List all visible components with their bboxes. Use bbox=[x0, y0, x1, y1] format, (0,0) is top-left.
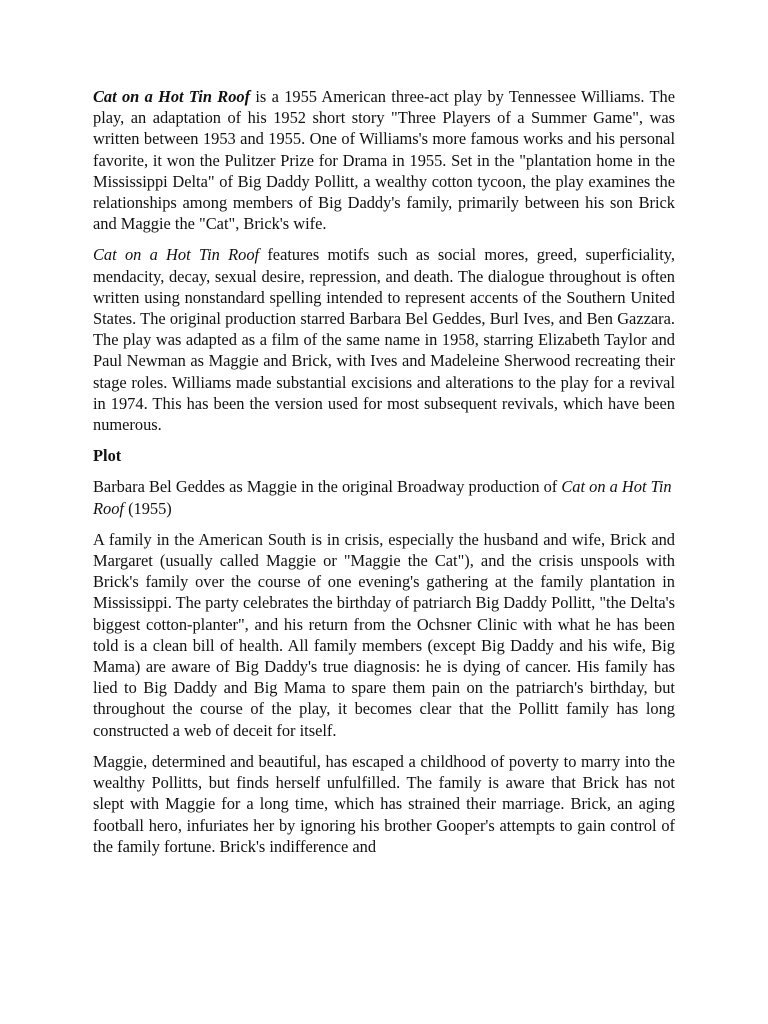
intro-paragraph-1 bbox=[93, 86, 675, 234]
caption-title-italic: Cat on a Hot Tin Roof bbox=[93, 477, 672, 518]
intro-paragraph-1-text: is a 1955 American three-act play by Tennessee Williams. The play, an adaptation of his 1952 short story "Three Players of a Summer Game", was written between 1953 and 1955. One of Williams's more famous works and his personal favorite, it won the Pulitzer Prize for Drama in 1955. Set in the "plantation home in the Mississippi Delta" of Big Daddy Pollitt, a wealthy cotton tycoon, the play examines the relationships among members of Big Daddy's family, primarily between his son Brick and Maggie the "Cat", Brick's wife. bbox=[93, 87, 675, 234]
intro-paragraph-2-text: features motifs such as social mores, greed, superficiality, mendacity, decay, sexual desire, repression, and death. The dialogue throughout is often written using nonstandard spelling intended to represent accents of the Southern United States. The original production starred Barbara Bel Geddes, Burl Ives, and Ben Gazzara. The play was adapted as a film of the same name in 1958, starring Elizabeth Taylor and Paul Newman as Maggie and Brick, with Ives and Madeleine Sherwood recreating their stage roles. Williams made substantial excisions and alterations to the play for a revival in 1974. This has been the version used for most subsequent revivals, which have been numerous. bbox=[93, 245, 675, 435]
play-title-bold-italic: Cat on a Hot Tin Roof bbox=[93, 87, 251, 106]
plot-paragraph-1: A family in the American South is in crisis, especially the husband and wife, Brick and Margaret (usually called Maggie or "Maggie the Cat"), and the crisis unspools with Brick's family over the course of one evening's gathering at the family plantation in Mississippi. The party celebrates the birthday of patriarch Big Daddy Pollitt, "the Delta's biggest cotton-planter", and his return from the Ochsner Clinic with what he has been told is a clean bill of health. All family members (except Big Daddy and his wife, Big Mama) are aware of Big Daddy's true diagnosis: he is dying of cancer. His family has lied to Big Daddy and Big Mama to spare them pain on the patriarch's birthday, but throughout the course of the play, it becomes clear that the Pollitt family has long constructed a web of deceit for itself. bbox=[93, 529, 675, 740]
intro-paragraph-2 bbox=[93, 244, 675, 435]
section-heading-plot: Plot bbox=[93, 446, 122, 466]
play-title-italic: Cat on a Hot Tin Roof bbox=[93, 245, 260, 265]
image-caption bbox=[93, 476, 675, 518]
plot-paragraph-2: Maggie, determined and beautiful, has escaped a childhood of poverty to marry into the wealthy Pollitts, but finds herself unfulfilled. The family is aware that Brick has not slept with Maggie for a long time, which has strained their marriage. Brick, an aging football hero, infuriates her by ignoring his brother Gooper's attempts to gain control of the family fortune. Brick's indifference and bbox=[93, 751, 675, 856]
caption-suffix: (1955) bbox=[123, 498, 172, 518]
caption-prefix: Barbara Bel Geddes as Maggie in the original Broadway production of bbox=[93, 477, 562, 497]
document-page bbox=[93, 86, 675, 867]
